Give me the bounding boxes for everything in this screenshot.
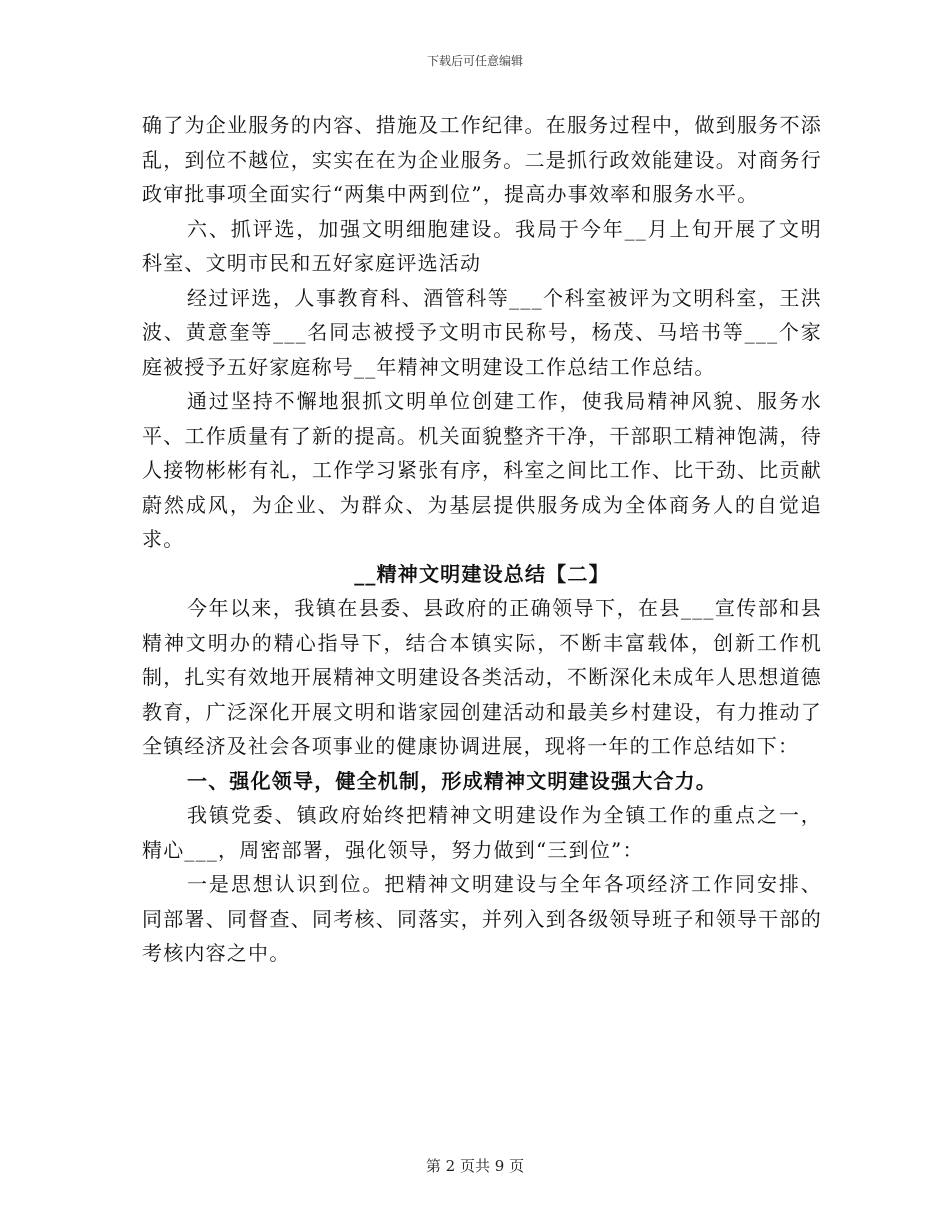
heading-strengthen-leadership: 一、强化领导，健全机制，形成精神文明建设强大合力。	[187, 768, 717, 793]
document-body	[142, 108, 822, 971]
paragraph-service-content: 确了为企业服务的内容、措施及工作纪律。在服务过程中，做到服务不添乱，到位不越位，实实在在为企业服务。二是抓行政效能建设。对商务行政审批事项全面实行“两集中两到位”，提高办事效率和服务水平。	[142, 113, 822, 206]
paragraph-introduction: 今年以来，我镇在县委、县政府的正确领导下，在县___宣传部和县精神文明办的精心指导下，结合本镇实际，不断丰富载体，创新工作机制，扎实有效地开展精神文明建设各类活动，不断深化未成年人思想道德教育，广泛深化开展文明和谐家园创建活动和最美乡村建设，有力推动了全镇经济及社会各项事业的健康协调进展，现将一年的工作总结如下：	[142, 596, 822, 758]
paragraph-party-committee: 我镇党委、镇政府始终把精神文明建设作为全镇工作的重点之一，精心___，周密部署，强化领导，努力做到“三到位”：	[142, 803, 822, 862]
page-number: 第 2 页共 9 页	[425, 1157, 525, 1175]
paragraph-achievements: 通过坚持不懈地狠抓文明单位创建工作，使我局精神风貌、服务水平、工作质量有了新的提高。机关面貌整齐干净，干部职工精神饱满，待人接物彬彬有礼，工作学习紧张有序，科室之间比工作、比干劲、比贡献蔚然成风，为企业、为群众、为基层提供服务成为全体商务人的自觉追求。	[142, 389, 822, 551]
paragraph-ideological-awareness: 一是思想认识到位。把精神文明建设与全年各项经济工作同安排、同部署、同督查、同考核、同落实，并列入到各级领导班子和领导干部的考核内容之中。	[142, 872, 822, 965]
section-title: __精神文明建设总结【二】	[354, 561, 610, 586]
paragraph-selection-activity: 六、抓评选，加强文明细胞建设。我局于今年__月上旬开展了文明科室、文明市民和五好家庭评选活动	[142, 216, 822, 275]
paragraph-selection-results: 经过评选，人事教育科、酒管科等___个科室被评为文明科室，王洪波、黄意奎等___名同志被授予文明市民称号，杨茂、马培书等___个家庭被授予五好家庭称号__年精神文明建设工作总结工作总结。	[142, 285, 822, 379]
page-header: 下载后可任意编辑	[426, 54, 523, 68]
